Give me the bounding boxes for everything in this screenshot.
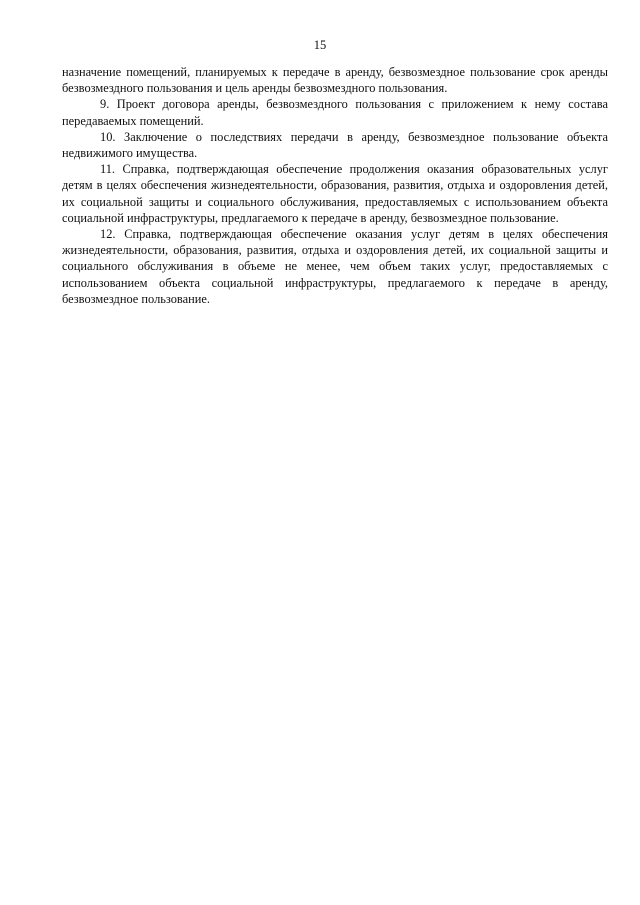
paragraph-continuation: назначение помещений, планируемых к передаче в аренду, безвозмездное пользование срок аренды безвозмездного пользования и цель аренды безвозмездного пользования. [62,65,608,96]
document-body [62,64,608,307]
paragraph-item-10: 10. Заключение о последствиях передачи в аренду, безвозмездное пользование объекта недвижимого имущества. [62,129,608,161]
paragraph-item-12: 12. Справка, подтверждающая обеспечение оказания услуг детям в целях обеспечения жизнедеятельности, образования, развития, отдыха и оздоровления детей, их социальной защиты и социального обслуживания в объеме не менее, чем объем таких услуг, предоставляемых с использованием объекта социальной инфраструктуры, предлагаемого к передаче в аренду, безвозмездное пользование. [62,227,608,306]
paragraph-item-9: 9. Проект договора аренды, безвозмездного пользования с приложением к нему состава передаваемых помещений. [62,97,608,128]
paragraph-item-11: 11. Справка, подтверждающая обеспечение продолжения оказания образовательных услуг детям в целях обеспечения жизнедеятельности, образования, развития, отдыха и оздоровления детей, их социальной защиты и социального обслуживания, предоставляемых с использованием объекта социальной инфраструктуры, предлагаемого к передаче в аренду, безвозмездное пользование. [62,162,608,225]
page-number: 15 [313,38,327,52]
